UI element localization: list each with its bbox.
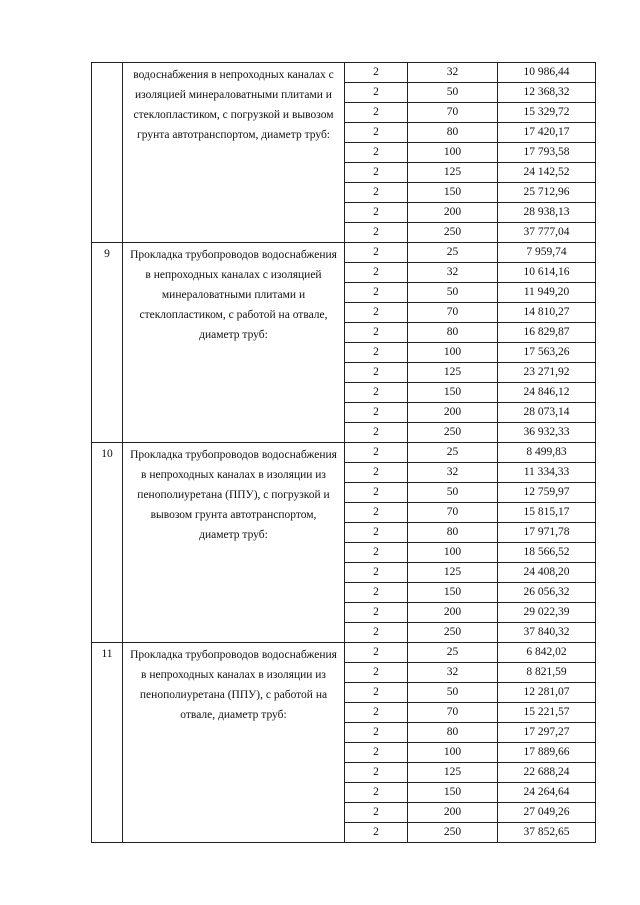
qty-cell: 2	[345, 203, 408, 223]
diameter-cell: 80	[408, 523, 498, 543]
price-cell: 15 221,57	[498, 703, 596, 723]
price-cell: 12 759,97	[498, 483, 596, 503]
qty-cell: 2	[345, 623, 408, 643]
price-cell: 11 949,20	[498, 283, 596, 303]
price-cell: 28 938,13	[498, 203, 596, 223]
price-cell: 12 368,32	[498, 83, 596, 103]
diameter-cell: 100	[408, 743, 498, 763]
diameter-cell: 70	[408, 703, 498, 723]
item-number: 11	[92, 643, 123, 843]
qty-cell: 2	[345, 823, 408, 843]
diameter-cell: 25	[408, 643, 498, 663]
price-cell: 14 810,27	[498, 303, 596, 323]
diameter-cell: 25	[408, 443, 498, 463]
qty-cell: 2	[345, 803, 408, 823]
diameter-cell: 200	[408, 403, 498, 423]
diameter-cell: 100	[408, 143, 498, 163]
diameter-cell: 150	[408, 383, 498, 403]
diameter-cell: 150	[408, 583, 498, 603]
diameter-cell: 100	[408, 543, 498, 563]
diameter-cell: 32	[408, 463, 498, 483]
diameter-cell: 25	[408, 243, 498, 263]
qty-cell: 2	[345, 563, 408, 583]
qty-cell: 2	[345, 683, 408, 703]
qty-cell: 2	[345, 63, 408, 83]
price-cell: 17 971,78	[498, 523, 596, 543]
diameter-cell: 32	[408, 63, 498, 83]
price-cell: 24 264,64	[498, 783, 596, 803]
price-cell: 8 821,59	[498, 663, 596, 683]
qty-cell: 2	[345, 743, 408, 763]
price-cell: 22 688,24	[498, 763, 596, 783]
diameter-cell: 125	[408, 163, 498, 183]
price-cell: 6 842,02	[498, 643, 596, 663]
qty-cell: 2	[345, 763, 408, 783]
diameter-cell: 150	[408, 183, 498, 203]
qty-cell: 2	[345, 143, 408, 163]
item-number	[92, 63, 123, 243]
price-cell: 17 793,58	[498, 143, 596, 163]
qty-cell: 2	[345, 483, 408, 503]
diameter-cell: 80	[408, 123, 498, 143]
price-table-body	[92, 63, 596, 843]
price-cell: 12 281,07	[498, 683, 596, 703]
qty-cell: 2	[345, 603, 408, 623]
price-cell: 17 563,26	[498, 343, 596, 363]
diameter-cell: 50	[408, 283, 498, 303]
price-cell: 28 073,14	[498, 403, 596, 423]
qty-cell: 2	[345, 363, 408, 383]
qty-cell: 2	[345, 443, 408, 463]
price-cell: 24 408,20	[498, 563, 596, 583]
price-cell: 37 777,04	[498, 223, 596, 243]
qty-cell: 2	[345, 263, 408, 283]
qty-cell: 2	[345, 323, 408, 343]
diameter-cell: 250	[408, 423, 498, 443]
qty-cell: 2	[345, 663, 408, 683]
qty-cell: 2	[345, 183, 408, 203]
item-number: 9	[92, 243, 123, 443]
diameter-cell: 125	[408, 363, 498, 383]
qty-cell: 2	[345, 103, 408, 123]
qty-cell: 2	[345, 543, 408, 563]
diameter-cell: 125	[408, 763, 498, 783]
diameter-cell: 100	[408, 343, 498, 363]
qty-cell: 2	[345, 583, 408, 603]
price-cell: 24 846,12	[498, 383, 596, 403]
qty-cell: 2	[345, 123, 408, 143]
price-cell: 29 022,39	[498, 603, 596, 623]
qty-cell: 2	[345, 283, 408, 303]
price-cell: 15 815,17	[498, 503, 596, 523]
price-cell: 15 329,72	[498, 103, 596, 123]
qty-cell: 2	[345, 423, 408, 443]
table-row	[92, 443, 596, 463]
item-number: 10	[92, 443, 123, 643]
price-cell: 11 334,33	[498, 463, 596, 483]
diameter-cell: 50	[408, 83, 498, 103]
diameter-cell: 125	[408, 563, 498, 583]
price-cell: 16 829,87	[498, 323, 596, 343]
diameter-cell: 200	[408, 603, 498, 623]
price-table	[91, 62, 596, 843]
item-description: водоснабжения в непроходных каналах с изоляцией минераловатными плитами и стеклопластиком, с погрузкой и вывозом грунта автотранспортом, диаметр труб:	[123, 63, 345, 243]
diameter-cell: 80	[408, 323, 498, 343]
qty-cell: 2	[345, 343, 408, 363]
price-cell: 18 566,52	[498, 543, 596, 563]
item-description: Прокладка трубопроводов водоснабжения в непроходных каналах в изоляции из пенополиуретана (ППУ), с погрузкой и вывозом грунта автотранспортом, диаметр труб:	[123, 443, 345, 643]
price-cell: 27 049,26	[498, 803, 596, 823]
diameter-cell: 70	[408, 503, 498, 523]
price-cell: 25 712,96	[498, 183, 596, 203]
qty-cell: 2	[345, 83, 408, 103]
price-cell: 17 889,66	[498, 743, 596, 763]
item-description: Прокладка трубопроводов водоснабжения в непроходных каналах в изоляции из пенополиуретана (ППУ), с работой на отвале, диаметр труб:	[123, 643, 345, 843]
diameter-cell: 32	[408, 663, 498, 683]
diameter-cell: 50	[408, 483, 498, 503]
diameter-cell: 200	[408, 803, 498, 823]
diameter-cell: 250	[408, 223, 498, 243]
qty-cell: 2	[345, 403, 408, 423]
qty-cell: 2	[345, 243, 408, 263]
qty-cell: 2	[345, 463, 408, 483]
table-row	[92, 643, 596, 663]
diameter-cell: 70	[408, 303, 498, 323]
item-description: Прокладка трубопроводов водоснабжения в непроходных каналах с изоляцией минераловатными плитами и стеклопластиком, с работой на отвале, диаметр труб:	[123, 243, 345, 443]
price-cell: 37 852,65	[498, 823, 596, 843]
price-cell: 24 142,52	[498, 163, 596, 183]
qty-cell: 2	[345, 723, 408, 743]
price-cell: 17 420,17	[498, 123, 596, 143]
price-cell: 10 614,16	[498, 263, 596, 283]
qty-cell: 2	[345, 523, 408, 543]
table-row	[92, 243, 596, 263]
qty-cell: 2	[345, 223, 408, 243]
price-cell: 37 840,32	[498, 623, 596, 643]
diameter-cell: 32	[408, 263, 498, 283]
qty-cell: 2	[345, 383, 408, 403]
price-cell: 26 056,32	[498, 583, 596, 603]
diameter-cell: 70	[408, 103, 498, 123]
diameter-cell: 80	[408, 723, 498, 743]
price-cell: 10 986,44	[498, 63, 596, 83]
price-cell: 8 499,83	[498, 443, 596, 463]
qty-cell: 2	[345, 163, 408, 183]
qty-cell: 2	[345, 783, 408, 803]
diameter-cell: 150	[408, 783, 498, 803]
qty-cell: 2	[345, 643, 408, 663]
qty-cell: 2	[345, 703, 408, 723]
diameter-cell: 50	[408, 683, 498, 703]
price-cell: 36 932,33	[498, 423, 596, 443]
qty-cell: 2	[345, 503, 408, 523]
diameter-cell: 250	[408, 623, 498, 643]
price-cell: 17 297,27	[498, 723, 596, 743]
diameter-cell: 200	[408, 203, 498, 223]
table-row	[92, 63, 596, 83]
diameter-cell: 250	[408, 823, 498, 843]
qty-cell: 2	[345, 303, 408, 323]
price-cell: 23 271,92	[498, 363, 596, 383]
price-cell: 7 959,74	[498, 243, 596, 263]
